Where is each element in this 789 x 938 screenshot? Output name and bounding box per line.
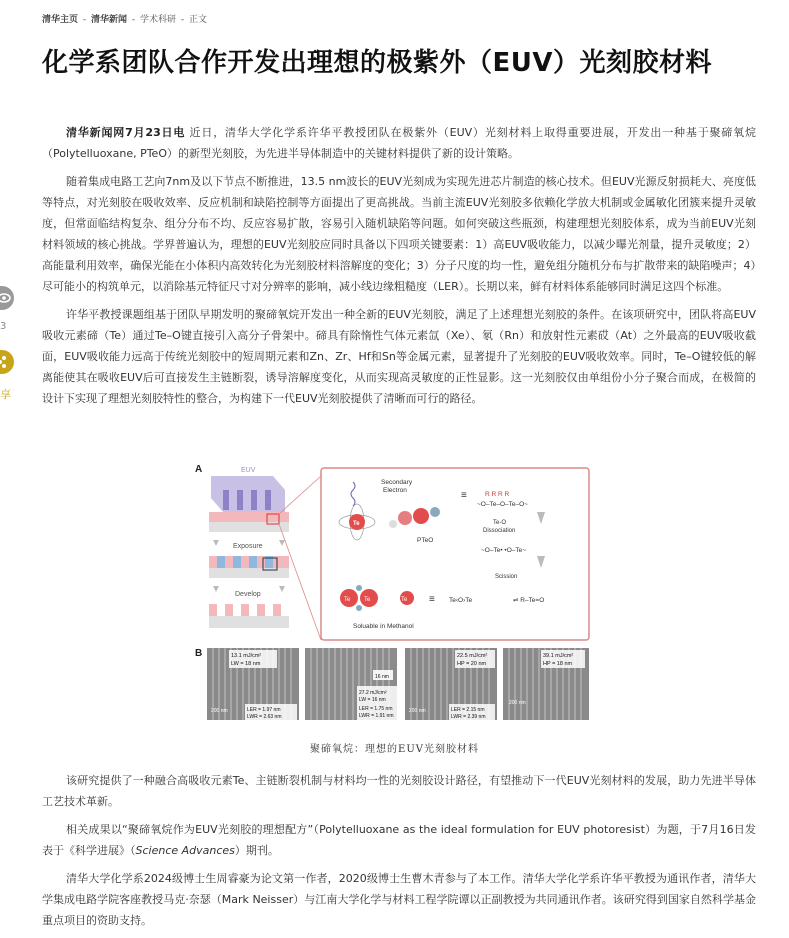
- euv-label: EUV: [241, 467, 256, 474]
- mechanism-panel: [321, 468, 589, 640]
- svg-text:Te: Te: [353, 521, 360, 527]
- sem-1-scale: 200 nm: [211, 708, 228, 714]
- sem-3-scale: 200 nm: [409, 708, 426, 714]
- paragraph-6: 清华大学化学系2024级博士生周睿豪为论文第一作者，2020级博士生曹木青参与了本工作。清华大学化学系许华平教授为通讯作者，清华大学集成电路学院客座教授马克·奈瑟（Mark Neisser）与江南大学化学与材料工程学院谭以正副教授为共同通讯作者。该研究得到国家自然科学基金重点项目的资助支持。: [42, 872, 756, 927]
- sem-3-dose: 22.5 mJ/cm²: [457, 653, 488, 659]
- page-title: 化学系团队合作开发出理想的极紫外（EUV）光刻胶材料: [42, 48, 712, 78]
- svg-text:~O–Te• •O–Te~: ~O–Te• •O–Te~: [481, 547, 527, 554]
- sem-1-lw: LW = 18 nm: [231, 661, 261, 667]
- svg-text:R R R R: R R R R: [485, 491, 510, 498]
- breadcrumb: 清华主页 - 清华新闻 - 学术科研 - 正文: [42, 15, 208, 25]
- sem-images: [207, 648, 589, 720]
- sem-3-lw: HP = 20 nm: [457, 661, 487, 667]
- dateline: 清华新闻网7月23日电: [66, 126, 186, 139]
- develop-label: Develop: [235, 591, 261, 598]
- sem-3-lwr: LWR = 2.39 nm: [451, 714, 486, 720]
- svg-text:⇌ R–Te=O: ⇌ R–Te=O: [513, 597, 545, 604]
- panel-a-label: A: [195, 464, 203, 475]
- sem-2-lwr: LWR = 1.91 nm: [359, 713, 394, 719]
- sem-4-dose: 39.1 mJ/cm²: [543, 653, 574, 659]
- panel-b-label: B: [195, 648, 203, 659]
- exposure-label: Exposure: [233, 543, 263, 550]
- article-body-lower: [42, 770, 756, 938]
- sem-2-lw: LW = 16 nm: [359, 697, 386, 703]
- side-view-count: 3: [0, 321, 7, 332]
- svg-text:≡: ≡: [461, 490, 467, 501]
- svg-text:Te: Te: [401, 597, 408, 603]
- svg-text:Te‹O›Te: Te‹O›Te: [449, 597, 473, 604]
- breadcrumb-current: 正文: [189, 15, 208, 25]
- pteo-label: PTeO: [417, 537, 434, 544]
- sem-1-dose: 13.1 mJ/cm²: [231, 653, 262, 659]
- breadcrumb-home[interactable]: 清华主页: [42, 15, 79, 25]
- side-share-label[interactable]: 享: [0, 388, 11, 401]
- sem-4-scale: 200 nm: [509, 700, 526, 706]
- secondary-electron-label-1: Secondary: [381, 479, 413, 486]
- article-figure: [193, 460, 593, 730]
- secondary-electron-label-2: Electron: [383, 487, 407, 494]
- paragraph-5: 相关成果以“聚碲氧烷作为EUV光刻胶的理想配方”（Polytelluoxane as the ideal formulation for EUV photoresist）为题，于7月16日发表于《科学进展》（Science Advances）期刊。: [42, 823, 756, 857]
- sem-2-inset: 16 nm: [375, 674, 389, 680]
- side-share-icon[interactable]: [0, 350, 14, 374]
- sem-1-ler: LER = 1.97 nm: [247, 707, 281, 713]
- soluable-label: Soluable in Methanol: [353, 623, 414, 630]
- process-diagram: [209, 467, 289, 628]
- paragraph-4: 该研究提供了一种融合高吸收元素Te、主链断裂机制与材料均一性的光刻胶设计路径，有望推动下一代EUV光刻材料的发展，助力先进半导体工艺技术革新。: [42, 774, 756, 808]
- svg-text:Te: Te: [344, 597, 351, 603]
- sem-3-ler: LER = 2.15 nm: [451, 707, 485, 713]
- paragraph-1: 清华新闻网7月23日电 近日，清华大学化学系许华平教授团队在极紫外（EUV）光刻材料上取得重要进展，开发出一种基于聚碲氧烷（Polytelluoxane, PTeO）的新型光刻胶，为先进半导体制造中的关键材料提供了新的设计策略。: [42, 126, 756, 160]
- scission-label: Scission: [495, 574, 518, 580]
- teo-dissociation-label-2: Dissociation: [483, 528, 516, 534]
- svg-text:≡: ≡: [429, 594, 435, 605]
- paragraph-2: 随着集成电路工艺向7nm及以下节点不断推进，13.5 nm波长的EUV光刻成为实现先进芯片制造的核心技术。但EUV光源反射损耗大、亮度低等特点，对光刻胶在吸收效率、反应机制和缺陷控制等方面提出了更高挑战。当前主流EUV光刻胶多依赖化学放大机制或金属敏化团簇来提升灵敏度，但常面临结构复杂、组分分布不均、反应容易扩散，容易引入随机缺陷等问题。如何突破这些瓶颈，构建理想光刻胶体系，成为当前EUV光刻材料领域的核心挑战。学界普遍认为，理想的EUV光刻胶应同时具备以下四项关键要素：1）高EUV吸收能力，以减少曝光剂量，提升灵敏度；2）高能量利用效率，确保光能在小体积内高效转化为光刻胶材料溶解度的变化；3）分子尺度的均一性，避免组分随机分布与扩散带来的缺陷噪声；4）尽可能小的构筑单元，以消除基元特征尺寸对分辨率的影响，减小线边缘粗糙度（LER）。长期以来，鲜有材料体系能够同时满足这四个标准。: [42, 175, 756, 293]
- breadcrumb-news[interactable]: 清华新闻: [91, 15, 128, 25]
- breadcrumb-research[interactable]: 学术科研: [140, 15, 177, 25]
- teo-dissociation-label-1: Te-O: [493, 520, 507, 526]
- side-view-icon[interactable]: [0, 286, 14, 310]
- paragraph-3: 许华平教授课题组基于团队早期发明的聚碲氧烷开发出一种全新的EUV光刻胶，满足了上述理想光刻胶的条件。在该项研究中，团队将高EUV吸收元素碲（Te）通过Te–O键直接引入高分子骨架中。碲具有除惰性气体元素氙（Xe）、氡（Rn）和放射性元素砹（At）之外最高的EUV吸收截面，EUV吸收能力远高于传统光刻胶中的短周期元素和Zn、Zr、Hf和Sn等金属元素，显著提升了光刻胶的EUV吸收效率。同时，Te–O键较低的解离能使其在吸收EUV后可直接发生主链断裂，诱导溶解度变化，从而实现高灵敏度的正性显影。这一光刻胶仅由单组份小分子聚合而成，在极简的设计下实现了理想光刻胶特性的整合，为构建下一代EUV光刻胶提供了清晰而可行的路径。: [42, 308, 756, 405]
- sem-1-lwr: LWR = 2.63 nm: [247, 714, 282, 720]
- journal-name: Science Advances: [135, 844, 235, 857]
- sem-2-ler: LER = 1.75 nm: [359, 706, 393, 712]
- article-body: [42, 122, 756, 416]
- svg-text:Te: Te: [364, 597, 371, 603]
- svg-text:~O–Te–O–Te–O~: ~O–Te–O–Te–O~: [477, 501, 528, 508]
- figure-caption: 聚碲氧烷：理想的EUV光刻胶材料: [310, 744, 479, 755]
- sem-2-dose: 27.2 mJ/cm²: [359, 690, 387, 696]
- sem-4-lw: HP = 18 nm: [543, 661, 573, 667]
